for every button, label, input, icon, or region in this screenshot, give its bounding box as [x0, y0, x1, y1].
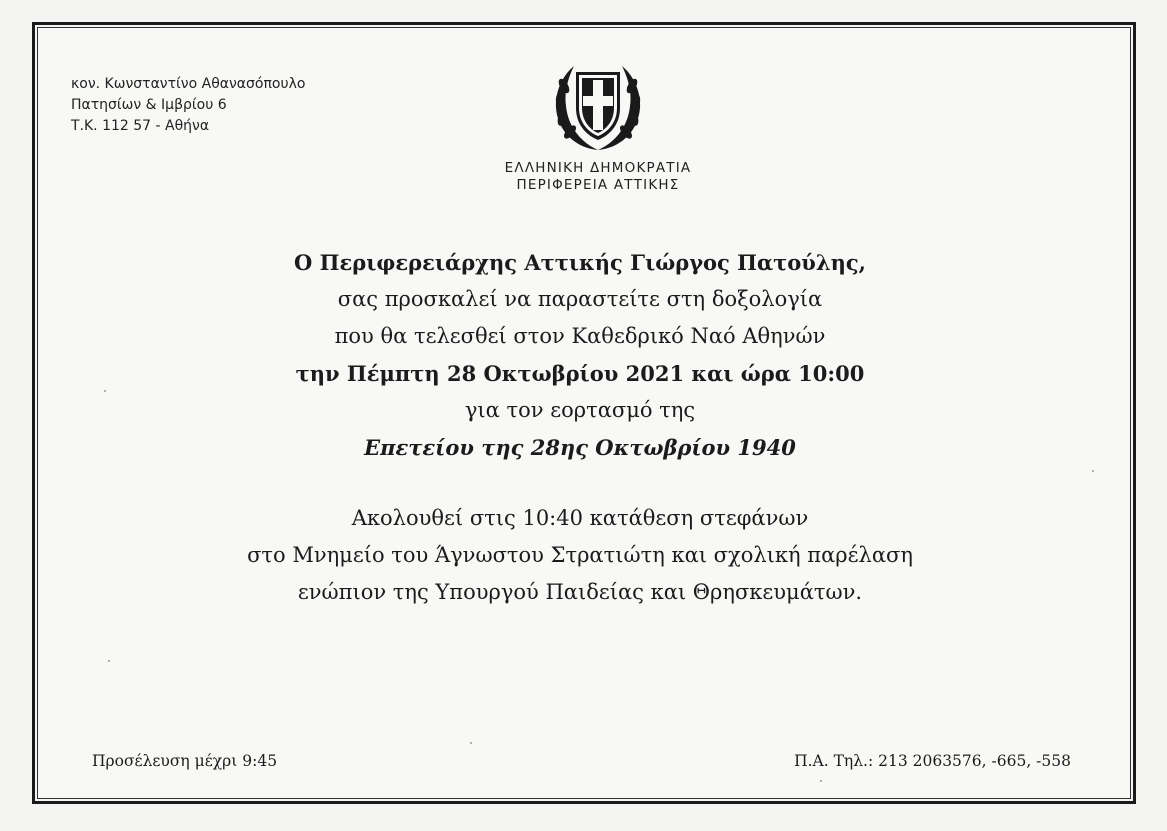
- scan-speck: [1092, 470, 1094, 472]
- address-line-name: κον. Κωνσταντίνο Αθανασόπουλο: [71, 76, 306, 92]
- followup-line: ενώπιον της Υπουργού Παιδείας και Θρησκευμάτων.: [297, 580, 863, 604]
- scan-speck: [470, 742, 472, 744]
- invitation-datetime: την Πέμπτη 28 Οκτωβρίου 2021 και ώρα 10:00: [295, 361, 865, 386]
- invitation-line: για τον εορτασμό της: [464, 398, 696, 422]
- followup-line: Ακολουθεί στις 10:40 κατάθεση στεφάνων: [351, 506, 809, 530]
- invitation-line: σας προσκαλεί να παραστείτε στη δοξολογία: [337, 287, 823, 311]
- address-line-street: Πατησίων & Ιμβρίου 6: [71, 97, 227, 113]
- invitation-occasion: Επετείου της 28ης Οκτωβρίου 1940: [364, 435, 796, 460]
- contact-phone: Π.Α. Τηλ.: 213 2063576, -665, -558: [794, 752, 1071, 770]
- address-line-postcode: Τ.Κ. 112 57 - Αθήνα: [71, 118, 210, 134]
- invitation-line: που θα τελεσθεί στον Καθεδρικό Ναό Αθηνών: [334, 324, 826, 348]
- issuer-header: [460, 160, 736, 194]
- issuer-line-republic: ΕΛΛΗΝΙΚΗ ΔΗΜΟΚΡΑΤΙΑ: [504, 160, 692, 176]
- scan-speck: [820, 780, 822, 782]
- scan-speck: [104, 390, 106, 392]
- scan-speck: [108, 660, 110, 662]
- recipient-address: [71, 74, 305, 137]
- followup-line: στο Μνημείο του Άγνωστου Στρατιώτη και σχολική παρέλαση: [247, 543, 913, 567]
- invitation-host: Ο Περιφερειάρχης Αττικής Γιώργος Πατούλης,: [294, 250, 866, 275]
- arrival-time: Προσέλευση μέχρι 9:45: [92, 752, 278, 770]
- greek-coat-of-arms-icon: [548, 56, 648, 156]
- issuer-line-region: ΠΕΡΙΦΕΡΕΙΑ ΑΤΤΙΚΗΣ: [516, 177, 680, 193]
- invitation-body: [120, 244, 1040, 611]
